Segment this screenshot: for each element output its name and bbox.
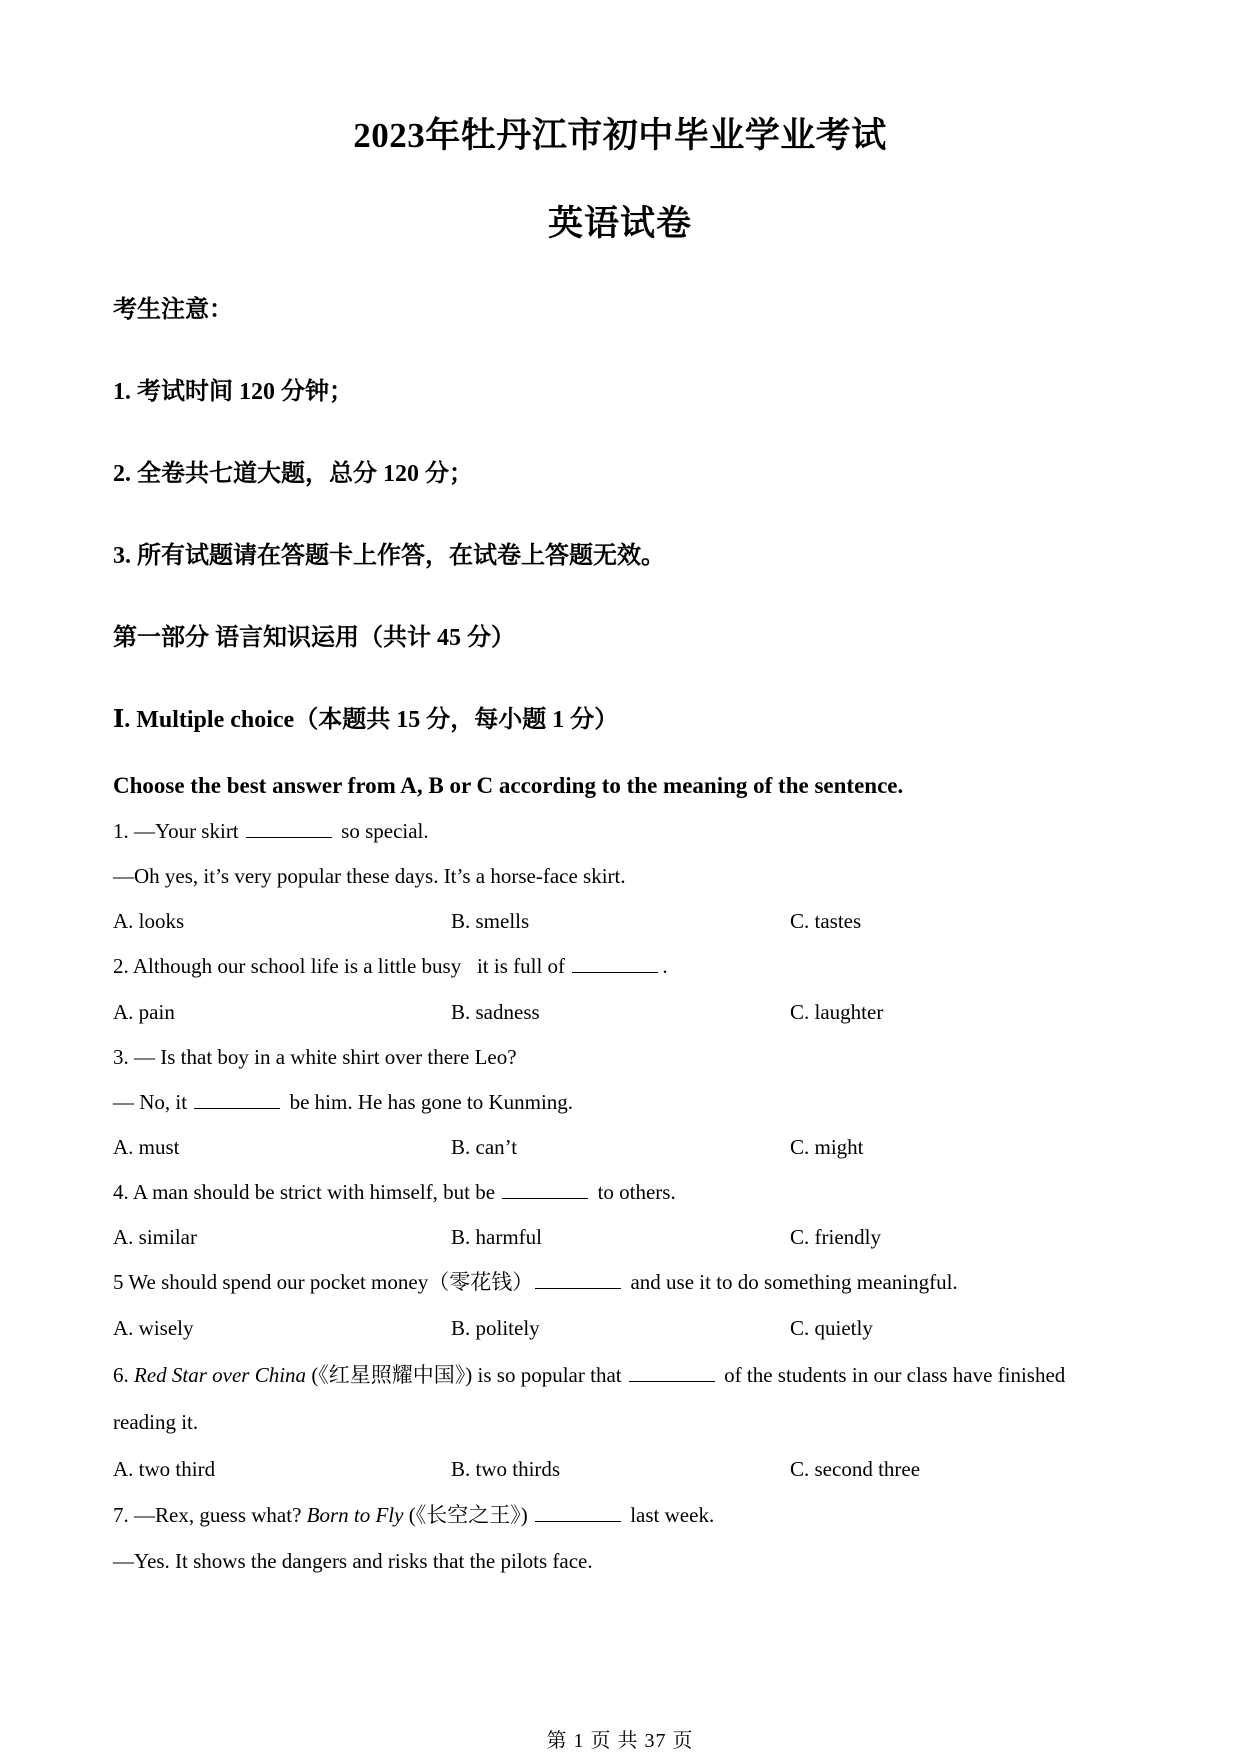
question-text: 1. —Your skirt <box>113 819 244 843</box>
question-text: 6. <box>113 1363 134 1387</box>
question-1-line-2: —Oh yes, it’s very popular these days. It’s a horse-face skirt. <box>113 864 626 888</box>
question-2-line-1 <box>113 956 668 977</box>
book-title: Red Star over China <box>134 1363 307 1387</box>
page-indicator: 第 1 页 共 37 页 <box>546 1730 694 1752</box>
question-text: be him. He has gone to Kunming. <box>284 1090 574 1114</box>
question-1-line-1 <box>113 821 429 842</box>
question-text: (《红星照耀中国》) is so popular that <box>306 1363 627 1387</box>
answer-blank <box>502 1197 588 1199</box>
question-1-option-c: C. tastes <box>790 909 862 933</box>
question-text: 5 We should spend our pocket money（零花钱） <box>113 1270 534 1294</box>
question-text: 2. Although our school life is a little busy it is full of <box>113 954 571 978</box>
exam-title: 2023年牡丹江市初中毕业学业考试 <box>353 116 887 155</box>
question-2-option-b: B. sadness <box>451 1000 540 1024</box>
question-text: of the students in our class have finished <box>718 1363 1066 1387</box>
question-6-line-2: reading it. <box>113 1410 199 1434</box>
question-3-option-b: B. can’t <box>451 1135 518 1159</box>
answer-blank <box>535 1287 621 1289</box>
movie-title: Born to Fly <box>306 1503 404 1527</box>
question-2-option-a: A. pain <box>113 1000 175 1024</box>
question-text: last week. <box>624 1503 715 1527</box>
exam-subtitle: 英语试卷 <box>547 204 692 243</box>
answer-blank <box>629 1380 715 1382</box>
question-text: (《长空之王》) <box>403 1503 533 1527</box>
question-2-option-c: C. laughter <box>790 1000 884 1024</box>
question-6-option-c: C. second three <box>790 1457 921 1481</box>
question-text: . <box>662 954 668 978</box>
question-4-option-a: A. similar <box>113 1225 197 1249</box>
question-text: to others. <box>592 1180 676 1204</box>
notice-item-3: 3. 所有试题请在答题卡上作答，在试卷上答题无效。 <box>113 543 665 569</box>
answer-blank <box>246 836 332 838</box>
question-4-line-1 <box>113 1182 676 1203</box>
question-7-line-2: —Yes. It shows the dangers and risks that the pilots face. <box>113 1549 593 1573</box>
notice-item-2: 2. 全卷共七道大题，总分 120 分； <box>113 461 473 487</box>
question-text: — No, it <box>113 1090 193 1114</box>
notice-item-1: 1. 考试时间 120 分钟； <box>113 379 353 405</box>
question-6-line-1 <box>113 1365 1065 1386</box>
answer-blank <box>572 971 658 973</box>
question-4-option-c: C. friendly <box>790 1225 881 1249</box>
question-text: 7. —Rex, guess what? <box>113 1503 307 1527</box>
instruction: Choose the best answer from A, B or C according to the meaning of the sentence. <box>113 773 904 798</box>
question-1-option-a: A. looks <box>113 909 185 933</box>
question-6-option-a: A. two third <box>113 1457 216 1481</box>
question-text: 4. A man should be strict with himself, but be <box>113 1180 501 1204</box>
section-title: Ⅰ. Multiple choice（本题共 15 分，每小题 1 分） <box>113 707 619 733</box>
question-3-option-a: A. must <box>113 1135 180 1159</box>
question-5-option-b: B. politely <box>451 1316 540 1340</box>
question-4-option-b: B. harmful <box>451 1225 542 1249</box>
answer-blank <box>535 1520 621 1522</box>
question-text: so special. <box>335 819 429 843</box>
answer-blank <box>194 1107 280 1109</box>
part-title: 第一部分 语言知识运用（共计 45 分） <box>113 625 515 651</box>
question-5-option-c: C. quietly <box>790 1316 873 1340</box>
question-7-line-1 <box>113 1505 714 1526</box>
notice-heading: 考生注意： <box>113 297 233 323</box>
question-6-option-b: B. two thirds <box>451 1457 561 1481</box>
question-1-option-b: B. smells <box>451 909 530 933</box>
question-text: and use it to do something meaningful. <box>625 1270 958 1294</box>
question-3-line-1: 3. — Is that boy in a white shirt over there Leo? <box>113 1045 517 1069</box>
question-3-line-2 <box>113 1092 573 1113</box>
question-5-line-1 <box>113 1272 958 1293</box>
question-3-option-c: C. might <box>790 1135 864 1159</box>
question-5-option-a: A. wisely <box>113 1316 194 1340</box>
